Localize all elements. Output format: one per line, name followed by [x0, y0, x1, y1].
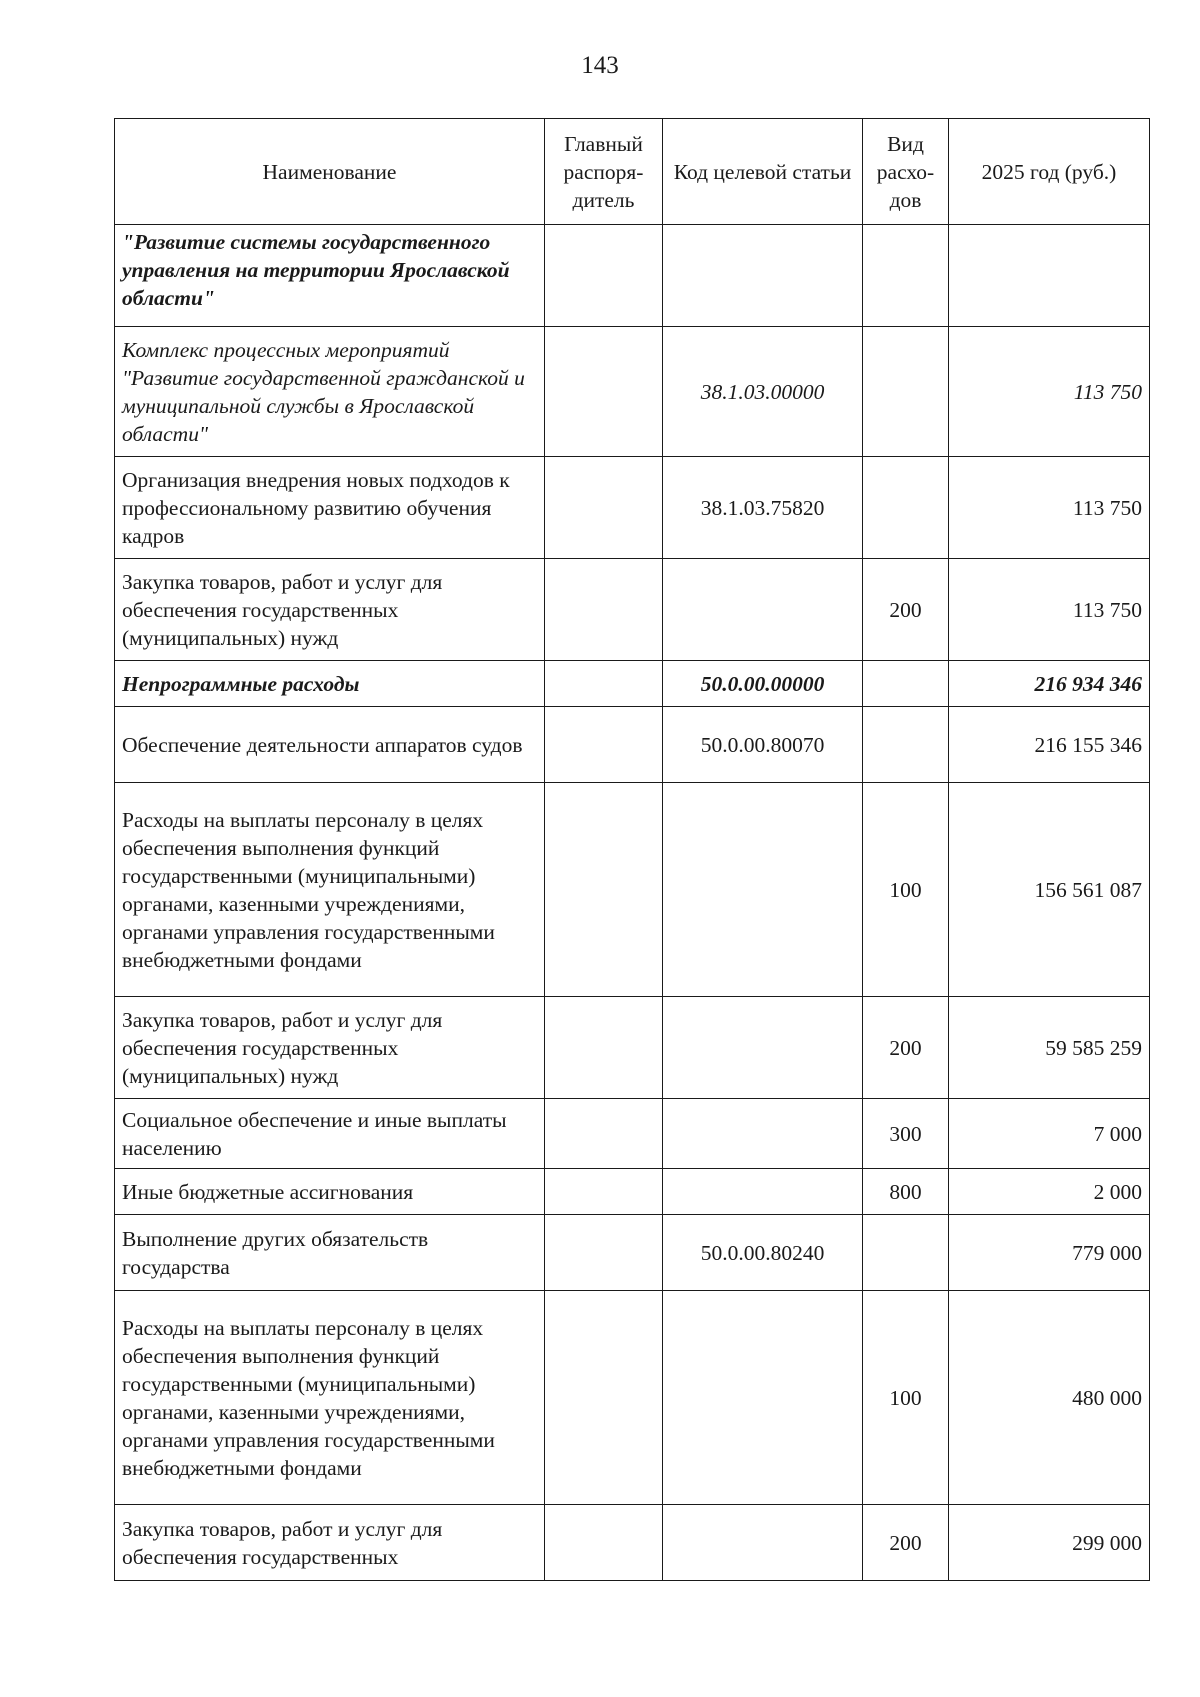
row-type [863, 327, 949, 457]
row-type [863, 457, 949, 559]
table-row [115, 661, 1150, 707]
table-row [115, 457, 1150, 559]
row-admin [545, 997, 663, 1099]
row-name: Иные бюджетные ассигнования [115, 1169, 545, 1215]
row-code [663, 997, 863, 1099]
row-type [863, 1215, 949, 1291]
row-admin [545, 1169, 663, 1215]
table-row [115, 327, 1150, 457]
row-name: Закупка товаров, работ и услуг для обеспечения государственных [115, 1505, 545, 1581]
row-admin [545, 457, 663, 559]
row-name: Непрограммные расходы [115, 661, 545, 707]
table-row [115, 783, 1150, 997]
row-amount: 480 000 [949, 1291, 1150, 1505]
row-type: 300 [863, 1099, 949, 1169]
budget-table [114, 118, 1150, 1581]
header-type: Вид расхо-дов [863, 119, 949, 225]
row-code: 50.0.00.00000 [663, 661, 863, 707]
row-name: Комплекс процессных мероприятий "Развитие государственной гражданской и муниципальной службы в Ярославской области" [115, 327, 545, 457]
table-row [115, 559, 1150, 661]
row-type: 200 [863, 1505, 949, 1581]
table-row [115, 707, 1150, 783]
row-admin [545, 1291, 663, 1505]
row-admin [545, 225, 663, 327]
row-type: 100 [863, 1291, 949, 1505]
row-name: Обеспечение деятельности аппаратов судов [115, 707, 545, 783]
row-type [863, 707, 949, 783]
row-name: Социальное обеспечение и иные выплаты населению [115, 1099, 545, 1169]
row-amount: 216 934 346 [949, 661, 1150, 707]
row-amount: 216 155 346 [949, 707, 1150, 783]
row-type [863, 661, 949, 707]
row-admin [545, 1099, 663, 1169]
row-code [663, 783, 863, 997]
row-code [663, 1099, 863, 1169]
row-amount: 2 000 [949, 1169, 1150, 1215]
row-code: 38.1.03.75820 [663, 457, 863, 559]
row-amount: 7 000 [949, 1099, 1150, 1169]
header-amount: 2025 год (руб.) [949, 119, 1150, 225]
row-type: 800 [863, 1169, 949, 1215]
row-admin [545, 783, 663, 997]
table-row [115, 1215, 1150, 1291]
row-type [863, 225, 949, 327]
row-amount: 113 750 [949, 327, 1150, 457]
row-admin [545, 1505, 663, 1581]
row-name: Расходы на выплаты персоналу в целях обеспечения выполнения функций государственными (муниципальными) органами, казенными учреждениями, органами управления государственными внебюджетными фондами [115, 783, 545, 997]
table-row [115, 997, 1150, 1099]
header-code: Код целевой статьи [663, 119, 863, 225]
table-row [115, 1169, 1150, 1215]
row-type: 200 [863, 559, 949, 661]
row-admin [545, 661, 663, 707]
row-type: 200 [863, 997, 949, 1099]
table-row [115, 1099, 1150, 1169]
page-number: 143 [581, 52, 619, 79]
row-admin [545, 1215, 663, 1291]
row-name: Выполнение других обязательств государства [115, 1215, 545, 1291]
table-body [115, 225, 1150, 1581]
row-name: Закупка товаров, работ и услуг для обеспечения государственных (муниципальных) нужд [115, 559, 545, 661]
row-admin [545, 327, 663, 457]
table-row [115, 225, 1150, 327]
row-code: 38.1.03.00000 [663, 327, 863, 457]
row-admin [545, 559, 663, 661]
row-admin [545, 707, 663, 783]
row-name: Организация внедрения новых подходов к профессиональному развитию обучения кадров [115, 457, 545, 559]
row-amount: 299 000 [949, 1505, 1150, 1581]
row-amount: 156 561 087 [949, 783, 1150, 997]
row-amount: 113 750 [949, 457, 1150, 559]
header-admin: Главный распоря-дитель [545, 119, 663, 225]
row-name: Закупка товаров, работ и услуг для обеспечения государственных (муниципальных) нужд [115, 997, 545, 1099]
row-name: Расходы на выплаты персоналу в целях обеспечения выполнения функций государственными (муниципальными) органами, казенными учреждениями, органами управления государственными внебюджетными фондами [115, 1291, 545, 1505]
row-amount [949, 225, 1150, 327]
row-amount: 779 000 [949, 1215, 1150, 1291]
row-amount: 59 585 259 [949, 997, 1150, 1099]
row-code [663, 225, 863, 327]
header-name: Наименование [115, 119, 545, 225]
row-code [663, 1505, 863, 1581]
row-code [663, 1169, 863, 1215]
row-code: 50.0.00.80070 [663, 707, 863, 783]
row-code: 50.0.00.80240 [663, 1215, 863, 1291]
row-code [663, 1291, 863, 1505]
row-amount: 113 750 [949, 559, 1150, 661]
table-header-row [115, 119, 1150, 225]
row-name: "Развитие системы государственного управления на территории Ярославской области" [115, 225, 545, 327]
row-type: 100 [863, 783, 949, 997]
row-code [663, 559, 863, 661]
table-row [115, 1291, 1150, 1505]
table-row [115, 1505, 1150, 1581]
